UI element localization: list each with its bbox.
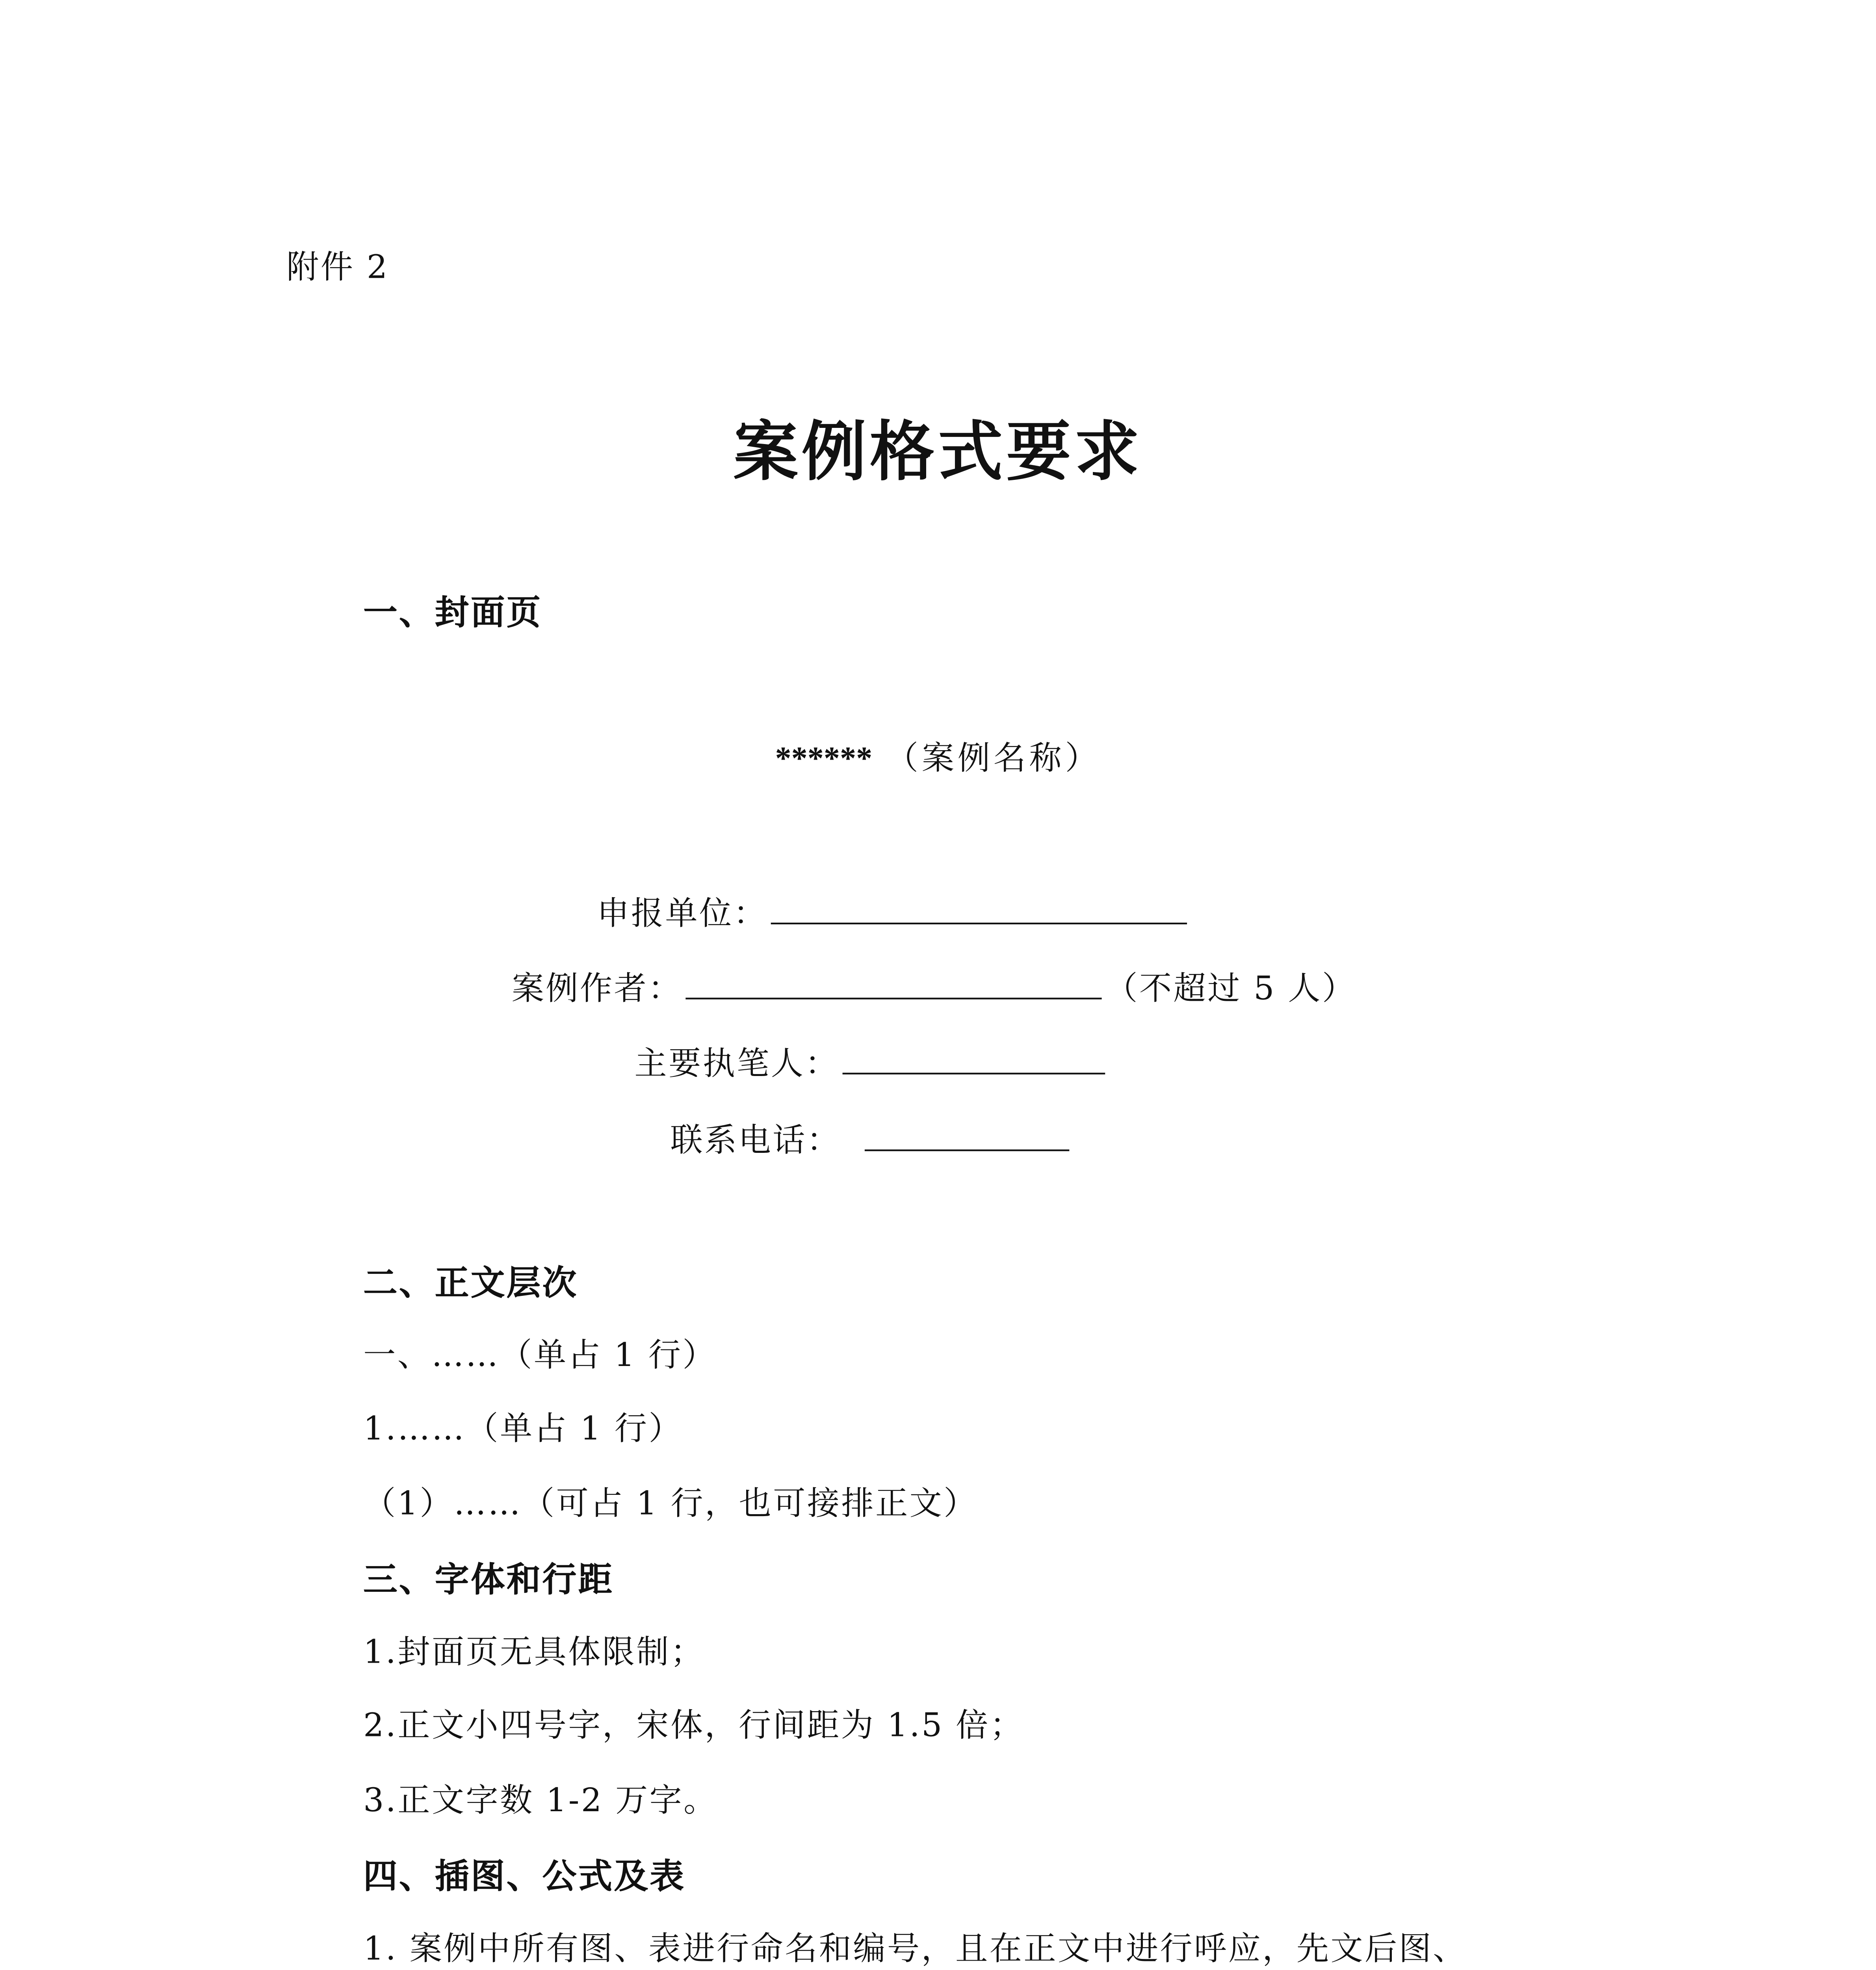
hierarchy-item: 一、……（单占 1 行）: [363, 1337, 717, 1375]
main-writer-field: [634, 1042, 1109, 1082]
authors-limit-note: （不超过 5 人）: [1105, 970, 1356, 1008]
phone-label: 联系电话：: [670, 1122, 841, 1160]
hierarchy-item: （1）……（可占 1 行，也可接排正文）: [363, 1485, 978, 1523]
case-name-label: （案例名称）: [886, 740, 1101, 778]
case-authors-blank: [685, 967, 1101, 999]
applicant-unit-field: [597, 892, 1191, 931]
font-rule-item: 2.正文小四号字，宋体，行间距为 1.5 倍；: [363, 1707, 1024, 1745]
case-authors-field: [512, 967, 1356, 1006]
hierarchy-item: 1.……（单占 1 行）: [363, 1410, 683, 1448]
font-rule-item: 1.封面页无具体限制；: [363, 1634, 705, 1671]
main-writer-blank: [843, 1042, 1105, 1074]
case-name-placeholder: ******: [775, 742, 873, 778]
section-heading-hierarchy: 二、正文层次: [363, 1262, 578, 1303]
applicant-unit-label: 申报单位：: [597, 895, 768, 933]
attachment-label: 附件 2: [286, 249, 389, 287]
font-rule-item: 3.正文字数 1-2 万字。: [363, 1782, 718, 1820]
phone-blank: [865, 1119, 1069, 1151]
section-heading-font: 三、字体和行距: [363, 1559, 614, 1600]
phone-field: [670, 1119, 1073, 1158]
case-name-line: [0, 740, 1876, 778]
main-writer-label: 主要执笔人：: [634, 1045, 839, 1083]
document-title: 案例格式要求: [733, 414, 1143, 490]
figure-rule-1-line1: 1. 案例中所有图、表进行命名和编号，且在正文中进行呼应，先文后图、: [363, 1930, 1467, 1968]
case-authors-label: 案例作者：: [511, 970, 682, 1008]
applicant-unit-blank: [771, 892, 1187, 924]
section-heading-cover: 一、封面页: [363, 591, 542, 633]
section-heading-figures: 四、插图、公式及表: [363, 1855, 686, 1897]
